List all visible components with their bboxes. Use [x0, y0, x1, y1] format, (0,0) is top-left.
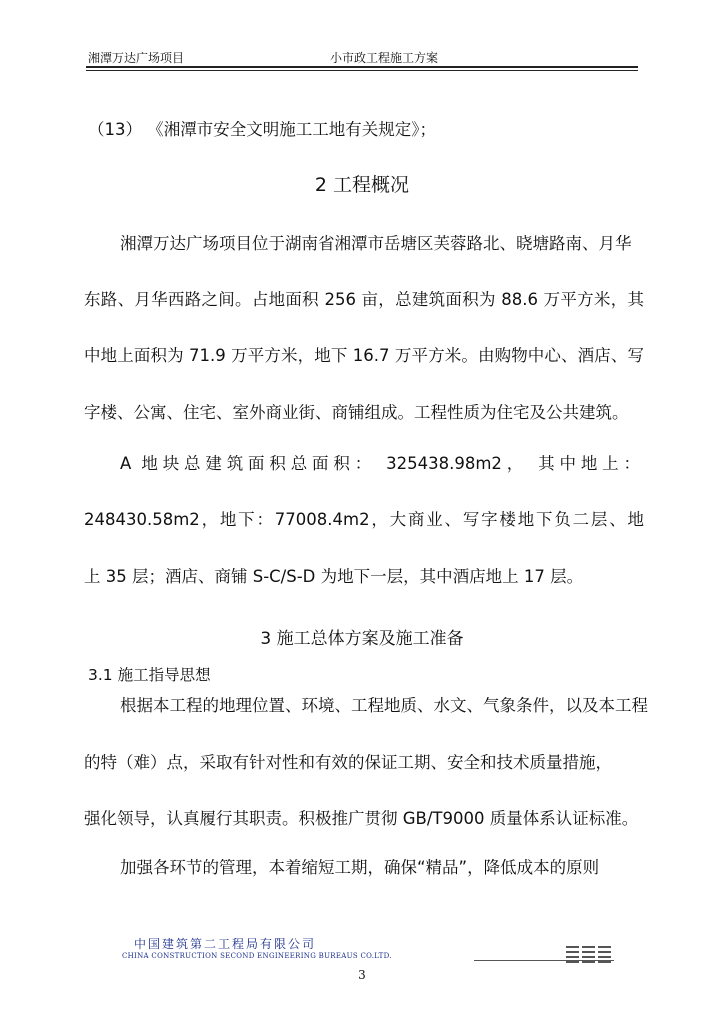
footer-company-en: CHINA CONSTRUCTION SECOND ENGINEERING BUREAUS CO.LTD. — [122, 952, 392, 960]
reference-item-13: （13） 《湘潭市安全文明施工工地有关规定》； — [88, 120, 436, 139]
company-logo-icon — [566, 946, 614, 968]
section-2-title: 2 工程概况 — [314, 174, 410, 196]
overview-line-3: 中地上面积为 71.9 万平方米，地下 16.7 万平方米。由购物中心、酒店、写 — [84, 346, 644, 365]
header-doc-title: 小市政工程施工方案 — [330, 51, 439, 65]
overview-line-2: 东路、月华西路之间。占地面积 256 亩，总建筑面积为 88.6 万平方米，其 — [84, 290, 644, 309]
plot-a-line-2: 248430.58m2，地下：77008.4m2，大商业、写字楼地下负二层、地 — [84, 510, 644, 529]
section-3-1-title: 3.1 施工指导思想 — [88, 666, 211, 684]
guideline-line-1: 根据本工程的地理位置、环境、工程地质、水文、气象条件，以及本工程 — [120, 696, 648, 715]
plot-a-line-3: 上 35 层；酒店、商铺 S-C/S-D 为地下一层，其中酒店地上 17 层。 — [84, 567, 584, 586]
header-rule-thin — [86, 70, 638, 71]
plot-a-line-1: A 地块总建筑面积总面积： 325438.98m2， 其中地上： — [120, 454, 640, 473]
guideline-line-4: 加强各环节的管理，本着缩短工期，确保“精品”，降低成本的原则 — [120, 858, 600, 877]
section-3-title: 3 施工总体方案及施工准备 — [260, 629, 464, 649]
header-rule-thick — [86, 66, 638, 68]
footer-company-cn: 中国建筑第二工程局有限公司 — [134, 937, 317, 951]
guideline-line-2: 的特（难）点，采取有针对性和有效的保证工期、安全和技术质量措施， — [84, 753, 612, 772]
guideline-line-3: 强化领导，认真履行其职责。积极推广贯彻 GB/T9000 质量体系认证标准。 — [84, 809, 639, 828]
header-project: 湘潭万达广场项目 — [88, 51, 185, 65]
page-number: 3 — [358, 968, 366, 982]
overview-line-4: 字楼、公寓、住宅、室外商业街、商铺组成。工程性质为住宅及公共建筑。 — [84, 403, 629, 422]
overview-line-1: 湘潭万达广场项目位于湖南省湘潭市岳塘区芙蓉路北、晓塘路南、月华 — [120, 234, 632, 253]
